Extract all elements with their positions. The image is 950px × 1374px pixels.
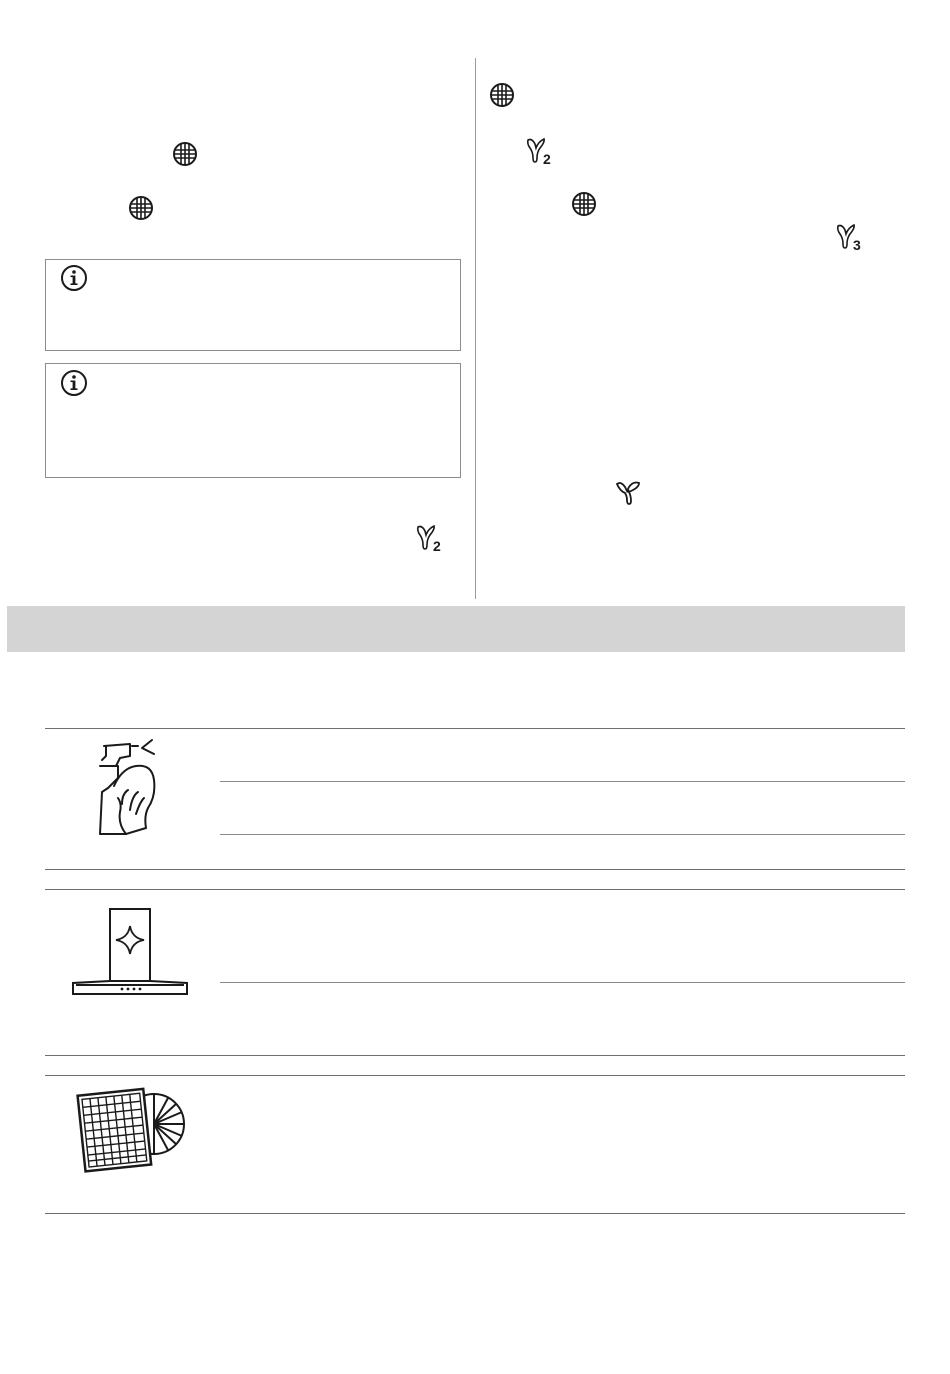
table-rule: [45, 889, 905, 890]
svg-text:2: 2: [433, 538, 441, 553]
fan-speed-3-icon: [834, 222, 866, 252]
info-note-box: [45, 259, 461, 351]
table-row-divider: [220, 982, 905, 983]
table-rule: [45, 1075, 905, 1076]
column-divider: [475, 58, 476, 599]
fan-speed-2-icon: [414, 523, 446, 553]
grease-filter-icon: [128, 195, 154, 221]
table-row-divider: [220, 834, 905, 835]
table-row-divider: [220, 781, 905, 782]
table-rule: [45, 1213, 905, 1214]
spray-cleaning-icon: [92, 738, 168, 838]
info-icon: [60, 369, 88, 397]
fan-speed-2-icon: [524, 136, 556, 166]
cooker-hood-icon: [72, 906, 188, 996]
info-icon: [60, 264, 88, 292]
grease-filter-icon: [489, 82, 515, 108]
svg-text:3: 3: [853, 237, 861, 252]
grease-filter-icon: [571, 191, 597, 217]
info-note-box: [45, 363, 461, 478]
table-rule: [45, 869, 905, 870]
svg-text:2: 2: [543, 151, 551, 166]
section-heading-bar: [7, 606, 905, 652]
grease-and-charcoal-filter-icon: [76, 1084, 188, 1184]
table-rule: [45, 1055, 905, 1056]
table-rule: [45, 728, 905, 729]
fan-icon: [614, 478, 644, 506]
grease-filter-icon: [172, 141, 198, 167]
